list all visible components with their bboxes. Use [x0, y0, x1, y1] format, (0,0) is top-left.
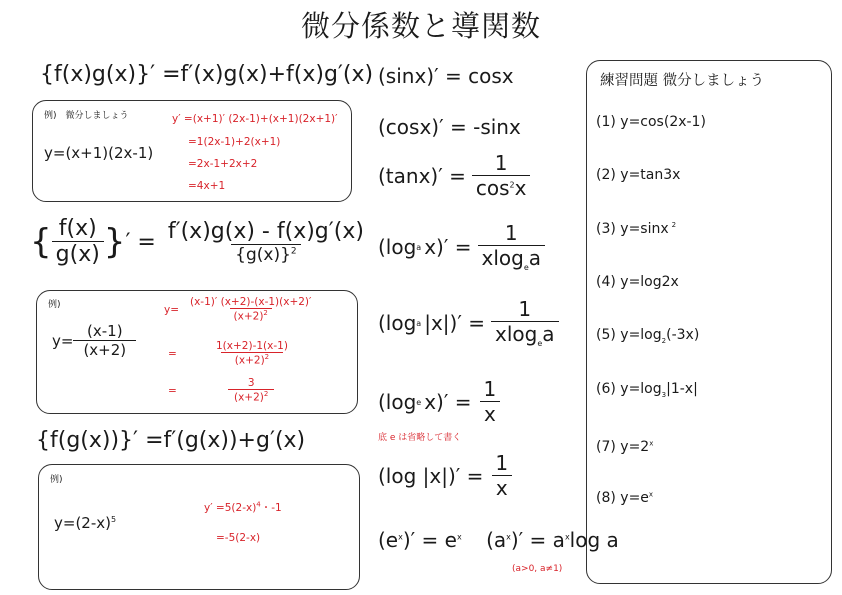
exercise-2: (2) y=tan3x: [596, 167, 681, 183]
formula-exp-e-base: (e: [378, 528, 399, 552]
formula-log-a-den-tail: a: [528, 246, 542, 270]
formula-exp-e-rhs-exp: x: [456, 532, 462, 542]
example2-step-3: [168, 377, 274, 404]
example2-label: 例): [48, 300, 61, 310]
chain-rule-lhs: {f(g(x))}′: [36, 428, 139, 453]
formula-log-abs-a-den: [491, 321, 559, 349]
example2-step-2-num: 1(x+2)-1(x-1): [216, 340, 288, 352]
formula-log-abs-den: x: [492, 475, 512, 500]
chain-rule: [36, 428, 305, 453]
formula-log-e-num: 1: [483, 377, 497, 401]
page-title: 微分係数と導関数: [300, 9, 541, 43]
example3-problem-base: y=(2-x): [54, 514, 111, 532]
formula-log-a-fraction: [478, 222, 546, 273]
quotient-rhs-num: f′(x)g(x) - f(x)g′(x): [167, 219, 364, 244]
example3-step-2: =-5(2-x): [216, 532, 261, 544]
example2-step-2: [168, 340, 302, 367]
formula-log-abs-a-den-tail: a: [542, 322, 555, 346]
formula-tan-den: [472, 175, 531, 200]
formula-exp-a-rhs-exp: x: [564, 532, 570, 542]
formula-exp-a-base: (a: [486, 528, 507, 552]
example2-step-3-den: [228, 389, 274, 404]
exercise-5-sub: 2: [661, 336, 667, 345]
example2-step-2-prefix: =: [168, 347, 177, 360]
formula-log-e: [378, 378, 500, 426]
exercise-7-base: (7) y=2: [596, 439, 650, 455]
formula-exp-e-mid: )′ = e: [402, 528, 457, 552]
example2-step-1-den-base: (x+2): [233, 310, 264, 323]
example3-step-1-exp: 4: [256, 500, 261, 509]
exercise-5-tail: (-3x): [666, 327, 700, 343]
exercise-6: [596, 381, 698, 399]
example2-step-1: [164, 296, 315, 323]
formula-log-a: [378, 222, 545, 273]
example2-fraction: [73, 323, 136, 359]
exercise-3-exp: 2: [671, 221, 677, 230]
example3-label: 例): [50, 475, 63, 485]
example2-step-1-prefix: y=: [164, 303, 180, 316]
example2-step-2-den: [221, 352, 283, 367]
formula-log-abs-a-base: a: [416, 318, 422, 328]
formula-log-e-arg: x)′ =: [424, 390, 472, 414]
exp-a-condition: (a>0, a≠1): [512, 564, 563, 574]
example1-step-1: y′ =(x+1)′ (2x-1)+(x+1)(2x+1)′: [172, 113, 338, 125]
product-rule-lhs: {f(x)g(x)}′: [40, 62, 156, 87]
quotient-lhs-den: g(x): [52, 241, 104, 268]
example2-step-1-fraction: [186, 296, 315, 323]
formula-log-abs-num: 1: [495, 451, 509, 475]
formula-log-e-base: e: [416, 397, 422, 407]
formula-log-abs-a-lhs: (log: [378, 311, 417, 336]
exercise-5-base: (5) y=log: [596, 327, 662, 343]
formula-exp-a-tail: log a: [569, 528, 619, 552]
exercises-title: 練習問題 微分しましょう: [600, 73, 765, 89]
example2-step-3-den-exp: 2: [263, 390, 269, 399]
example1-step-2: =1(2x-1)+2(x+1): [188, 136, 281, 148]
formula-exp-a-exp: x: [506, 532, 511, 542]
formula-tan-den-tail: x: [514, 176, 527, 200]
product-rule: [40, 62, 373, 87]
formula-tan-den-exp: 2: [509, 180, 515, 190]
exercise-7-exp: x: [649, 439, 654, 448]
exercise-3-base: (3) y=sinx: [596, 221, 669, 237]
formula-tan-fraction: [472, 152, 531, 200]
formula-log-e-lhs: (log: [378, 390, 417, 414]
example3-step-1-base: y′ =5(2-x): [204, 502, 257, 514]
quotient-rule: [30, 216, 368, 269]
quotient-rhs-den-exp: 2: [290, 246, 297, 257]
quotient-rhs-den: [231, 244, 300, 265]
quotient-rhs-den-base: {g(x)}: [235, 245, 291, 266]
formula-log-e-den: x: [480, 401, 500, 426]
formula-tan: [378, 152, 530, 200]
formula-log-abs-lhs: (log |x|)′ =: [378, 464, 484, 488]
right-brace: }: [103, 222, 126, 263]
exercise-1: (1) y=cos(2x-1): [596, 114, 706, 130]
example3-problem: [54, 514, 116, 532]
example2-step-2-den-exp: 2: [264, 353, 270, 362]
formula-exp: [378, 528, 619, 552]
exercise-8: [596, 490, 653, 506]
formula-exp-e-exp: x: [398, 532, 403, 542]
exercise-4: (4) y=log2x: [596, 274, 679, 290]
left-brace: {: [30, 222, 52, 263]
formula-log-abs-fraction: [491, 452, 512, 500]
formula-sin: (sinx)′ = cosx: [378, 64, 514, 88]
example1-step-3: =2x-1+2x+2: [188, 158, 258, 170]
formula-log-abs-a: [378, 298, 559, 349]
chain-rule-rhs: =f′(g(x))+g′(x): [145, 428, 306, 453]
formula-log-a-den-base: xlog: [481, 246, 524, 270]
formula-log-a-lhs: (log: [378, 235, 417, 260]
example1-step-4: =4x+1: [188, 180, 226, 192]
example2-step-3-prefix: =: [168, 384, 177, 397]
formula-log-abs-a-arg: |x|)′ =: [424, 311, 485, 336]
quotient-lhs-num: f(x): [58, 216, 97, 241]
example2-num: (x-1): [87, 322, 123, 340]
quotient-lhs-fraction: [52, 216, 104, 269]
quotient-lhs-prime: ′ =: [125, 229, 156, 255]
formula-tan-lhs: (tanx)′ =: [378, 164, 466, 188]
example2-step-3-num: 3: [247, 377, 255, 389]
exercise-8-exp: x: [648, 490, 654, 499]
example2-step-1-den: [230, 308, 272, 323]
example3-problem-exp: 5: [110, 515, 117, 524]
exercise-7: [596, 439, 653, 455]
formula-tan-den-base: cos: [475, 176, 510, 200]
formula-log-abs-a-num: 1: [518, 297, 532, 321]
formula-log-a-arg: x)′ =: [424, 235, 472, 260]
example2-step-3-fraction: [228, 377, 274, 404]
product-rule-rhs: =f′(x)g(x)+f(x)g′(x): [162, 62, 374, 87]
formula-log-abs-a-den-sub: e: [537, 339, 543, 348]
formula-log-abs-a-den-base: xlog: [494, 322, 538, 346]
formula-tan-num: 1: [494, 151, 508, 175]
exercise-5: [596, 327, 699, 345]
example2-den: (x+2): [73, 340, 136, 359]
example3-step-1-tail: ・-1: [260, 502, 282, 514]
example3-step-1: [204, 500, 282, 515]
example2-problem: [52, 323, 136, 359]
example1-problem: y=(x+1)(2x-1): [44, 144, 154, 162]
example1-label: 例) 微分しましょう: [44, 111, 129, 121]
formula-log-a-den-sub: e: [523, 263, 529, 272]
example2-step-1-num: (x-1)′ (x+2)-(x-1)(x+2)′: [190, 296, 312, 308]
example2-lhs: y=: [52, 332, 74, 351]
formula-log-abs: [378, 452, 512, 500]
formula-log-abs-a-fraction: [491, 298, 559, 349]
exercise-6-tail: |1-x|: [666, 381, 698, 397]
quotient-rhs-fraction: [164, 219, 368, 266]
formula-log-a-num: 1: [504, 221, 518, 245]
formula-cos: (cosx)′ = -sinx: [378, 115, 521, 139]
exercise-8-base: (8) y=e: [596, 490, 649, 506]
example2-step-1-den-exp: 2: [263, 309, 268, 318]
formula-log-e-fraction: [480, 378, 501, 426]
example2-step-2-fraction: [202, 340, 302, 367]
formula-log-a-base: a: [416, 242, 422, 252]
log-e-note: 底 e は省略して書く: [378, 433, 462, 443]
formula-log-a-den: [478, 245, 546, 273]
example2-step-3-den-base: (x+2): [234, 391, 264, 404]
exercise-3: [596, 221, 676, 237]
example2-step-2-den-base: (x+2): [234, 354, 265, 367]
exercise-6-base: (6) y=log: [596, 381, 662, 397]
formula-exp-a-mid: )′ = a: [510, 528, 565, 552]
exercise-6-sub: 3: [661, 390, 667, 399]
